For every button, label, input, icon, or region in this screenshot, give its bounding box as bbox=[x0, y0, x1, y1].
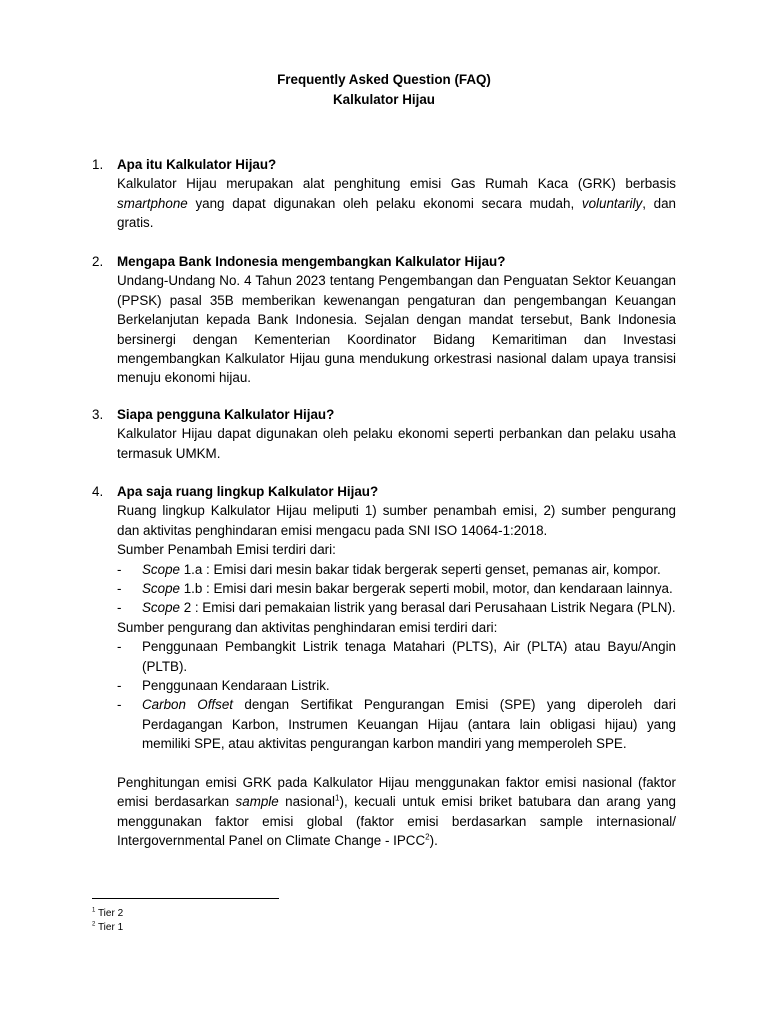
faq-item-2 bbox=[92, 252, 676, 388]
faq-closing: Penghitungan emisi GRK pada Kalkulator Hijau menggunakan faktor emisi nasional (faktor emisi berdasarkan sample nasional$^1$), kecuali untuk emisi briket batubara dan arang yang menggunakan faktor emisi global (faktor emisi berdasarkan sample internasional/ Intergovernmental Panel on Climate Change - IPCC$^2$). bbox=[117, 774, 676, 848]
faq-item-1 bbox=[92, 155, 676, 233]
footnote-2: $^2$ Tier 1 bbox=[92, 921, 124, 933]
faq-question: Apa saja ruang lingkup Kalkulator Hijau? bbox=[117, 484, 379, 499]
faq-number: 1. bbox=[92, 157, 104, 172]
list-item: - Scope 1.a : Emisi dari mesin bakar tidak bergerak seperti genset, pemanas air, kompor. bbox=[117, 561, 661, 577]
list-item: - Penggunaan Pembangkit Listrik tenaga Matahari (PLTS), Air (PLTA) atau Bayu/Angin (PLTB). bbox=[117, 639, 676, 674]
faq-item-4 bbox=[92, 482, 676, 850]
footnote-1: $^1$ Tier 2 bbox=[92, 907, 124, 919]
faq-intro: Ruang lingkup Kalkulator Hijau meliputi 1) sumber penambah emisi, 2) sumber pengurang dan aktivitas penghindaran emisi mengacu pada SNI ISO 14064-1:2018. bbox=[117, 503, 676, 538]
list-item: - Scope 1.b : Emisi dari mesin bakar bergerak seperti mobil, motor, dan kendaraan lainnya. bbox=[117, 581, 673, 597]
reducers-heading: Sumber pengurang dan aktivitas penghindaran emisi terdiri dari: bbox=[117, 619, 498, 635]
faq-answer: Kalkulator Hijau merupakan alat penghitung emisi Gas Rumah Kaca (GRK) berbasis smartphone yang dapat digunakan oleh pelaku ekonomi secara mudah, voluntarily, dan gratis. bbox=[117, 176, 676, 231]
document-title bbox=[0, 70, 768, 110]
faq-number: 2. bbox=[92, 254, 104, 269]
faq-answer: Kalkulator Hijau dapat digunakan oleh pelaku ekonomi seperti perbankan dan pelaku usaha termasuk UMKM. bbox=[117, 426, 676, 461]
list-item: - Penggunaan Kendaraan Listrik. bbox=[117, 678, 330, 694]
faq-question: Siapa pengguna Kalkulator Hijau? bbox=[117, 407, 335, 422]
faq-item-3 bbox=[92, 405, 676, 463]
list-item: - Scope 2 : Emisi dari pemakaian listrik yang berasal dari Perusahaan Listrik Negara (PLN). bbox=[117, 600, 676, 616]
page-title: Frequently Asked Question (FAQ) bbox=[277, 72, 491, 87]
faq-question: Apa itu Kalkulator Hijau? bbox=[117, 157, 277, 172]
list-item: - Carbon Offset dengan Sertifikat Pengurangan Emisi (SPE) yang diperoleh dari Perdagangan Karbon, Instrumen Keuangan Hijau (antara lain obligasi hijau) yang memiliki SPE, atau aktivitas pengurangan karbon mandiri yang memperoleh SPE. bbox=[117, 697, 677, 752]
faq-question: Mengapa Bank Indonesia mengembangkan Kalkulator Hijau? bbox=[117, 254, 506, 269]
faq-number: 3. bbox=[92, 407, 104, 422]
sources-heading: Sumber Penambah Emisi terdiri dari: bbox=[117, 542, 336, 558]
faq-answer: Undang-Undang No. 4 Tahun 2023 tentang Pengembangan dan Penguatan Sektor Keuangan (PPSK) pasal 35B memberikan kewenangan pengaturan dan pengembangan Keuangan Berkelanjutan kepada Bank Indonesia. Sejalan dengan mandat tersebut, Bank Indonesia bersinergi dengan Kementerian Koordinator Bidang Kemaritiman dan Investasi mengembangkan Kalkulator Hijau guna mendukung orkestrasi nasional dalam upaya transisi menuju ekonomi hijau. bbox=[117, 273, 676, 386]
page-subtitle: Kalkulator Hijau bbox=[333, 92, 435, 107]
footnote-divider bbox=[92, 898, 279, 899]
faq-number: 4. bbox=[92, 484, 104, 499]
